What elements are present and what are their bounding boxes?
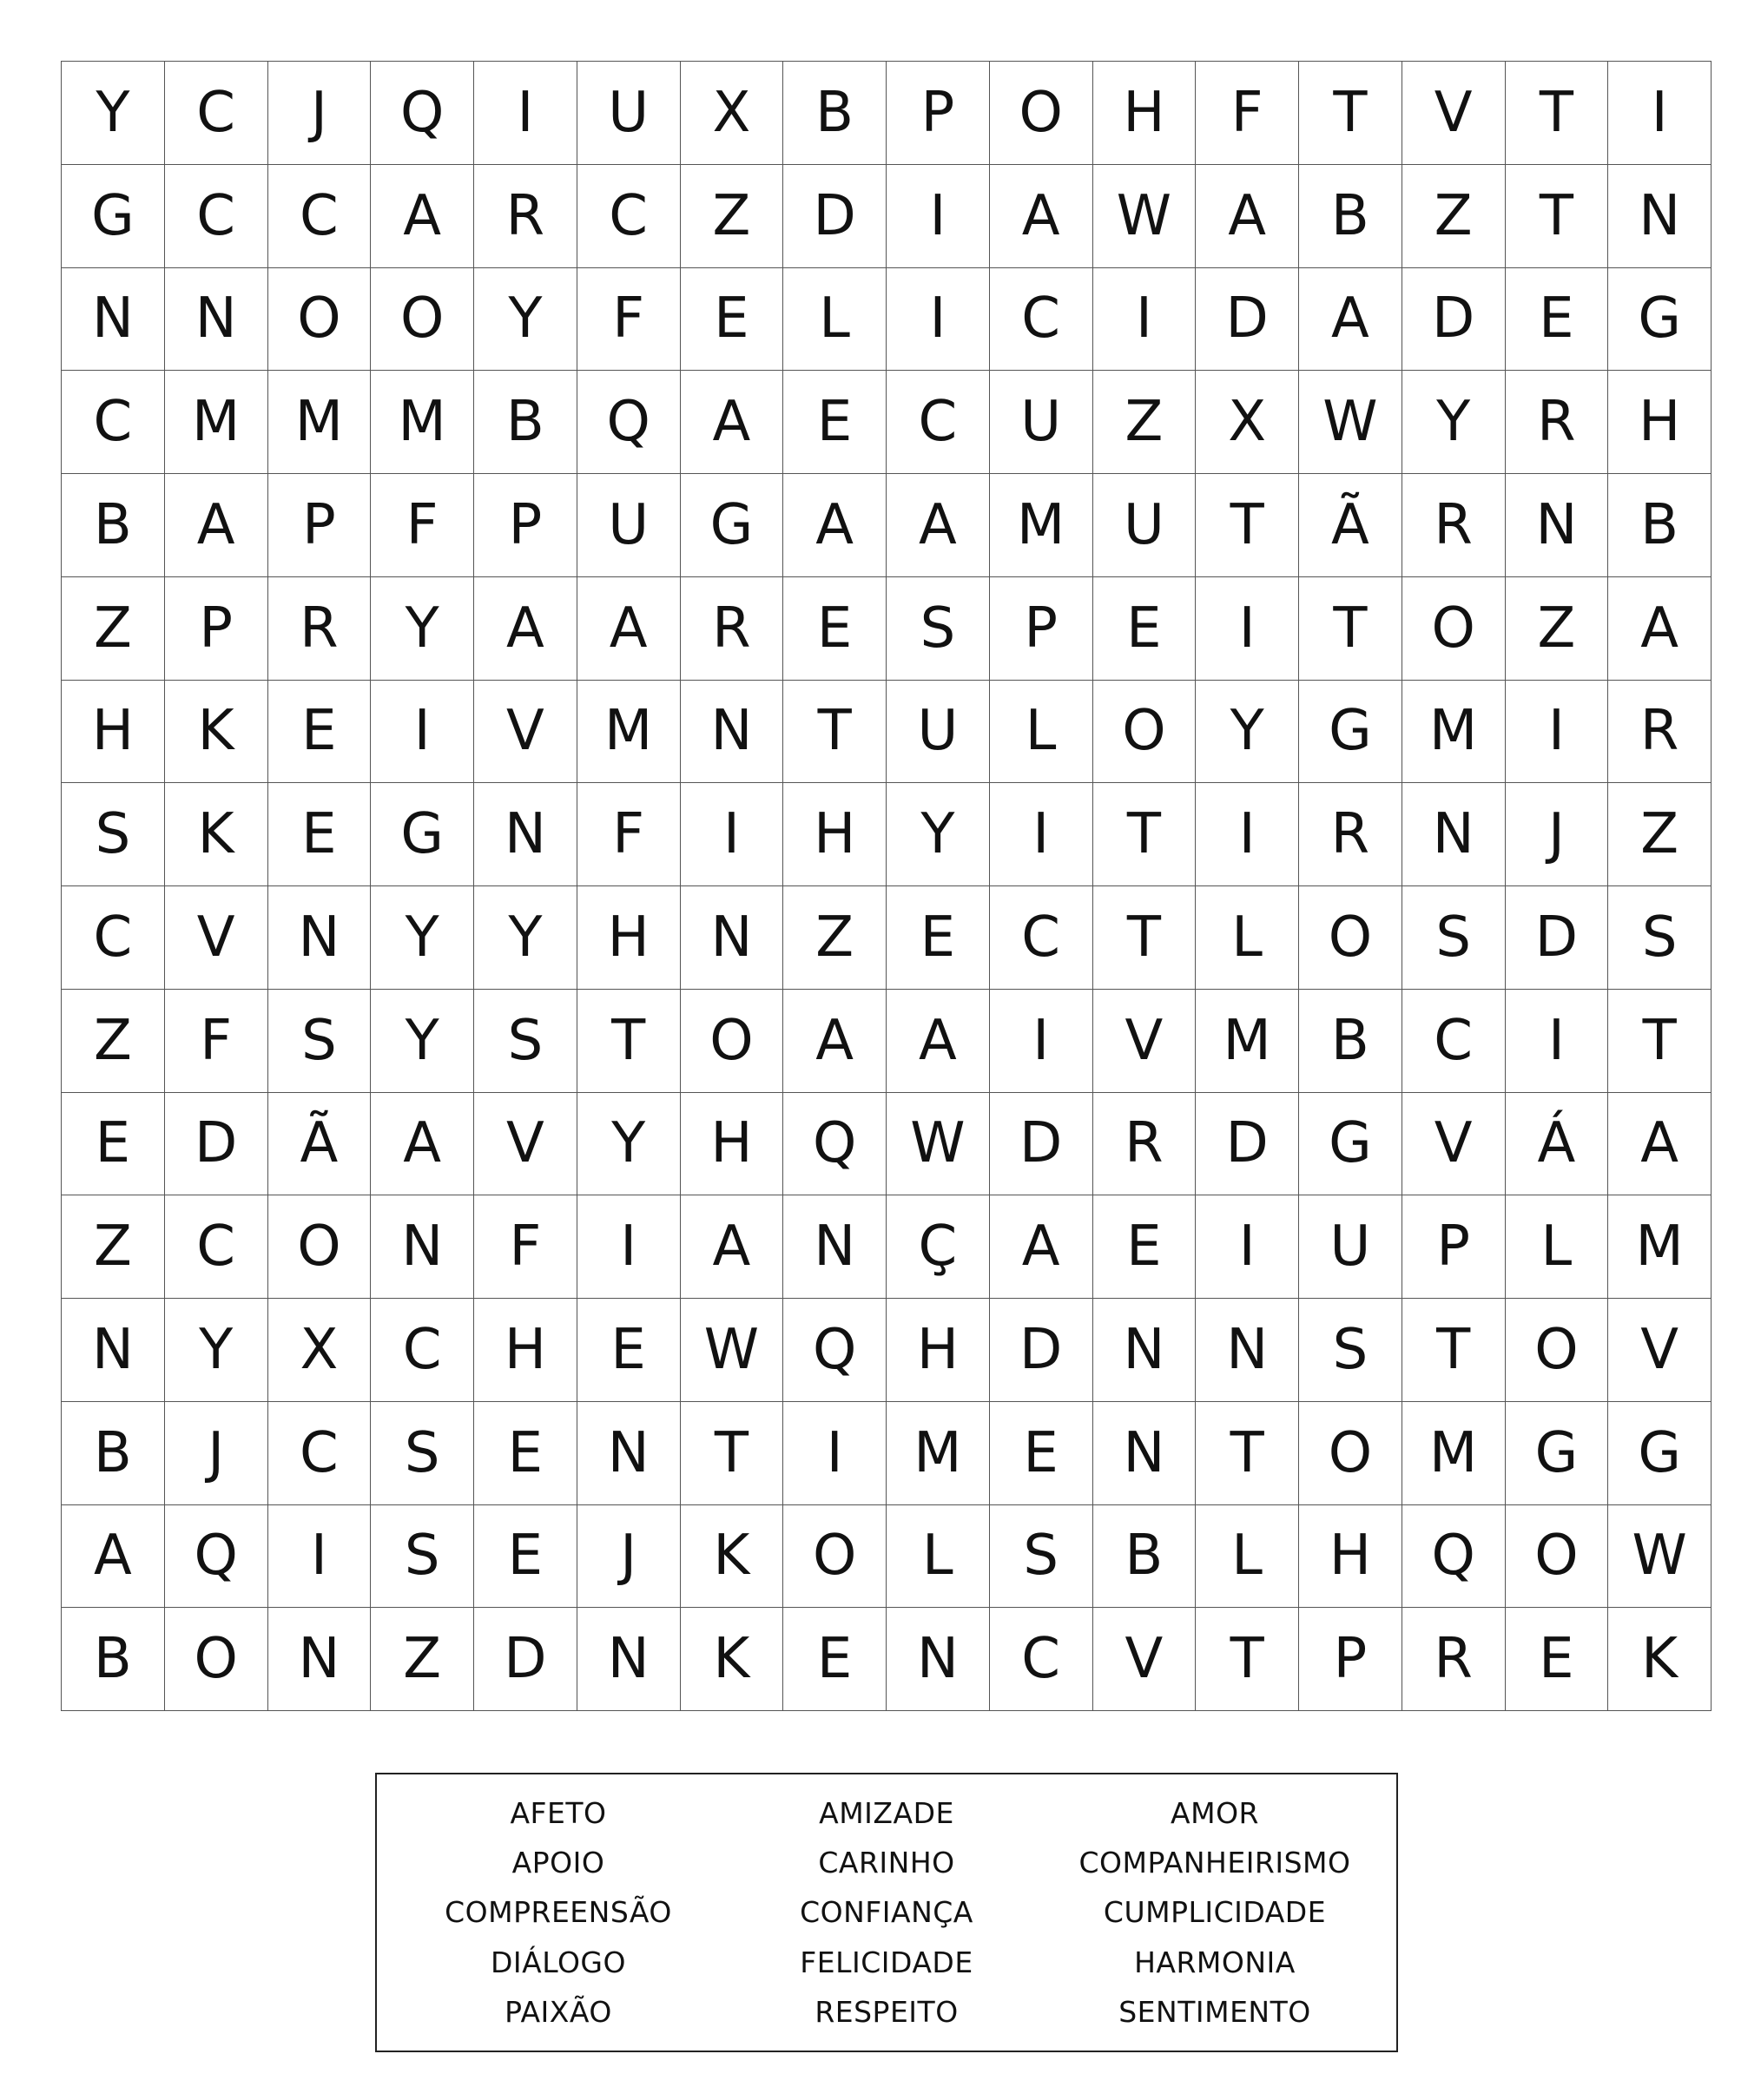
grid-cell[interactable]: C (990, 1608, 1093, 1711)
grid-cell[interactable]: B (1299, 990, 1402, 1093)
grid-cell[interactable]: T (681, 1402, 784, 1505)
word-search-grid (61, 61, 1712, 1711)
grid-cell[interactable]: H (577, 886, 681, 990)
grid-cell[interactable]: I (681, 783, 784, 886)
grid-cell[interactable]: P (165, 577, 268, 681)
grid-cell[interactable]: I (1608, 62, 1712, 165)
grid-cell[interactable]: T (1506, 165, 1609, 268)
grid-cell[interactable]: S (1402, 886, 1506, 990)
grid-cell[interactable]: P (990, 577, 1093, 681)
grid-cell[interactable]: E (887, 886, 990, 990)
grid-cell[interactable]: F (1196, 62, 1299, 165)
grid-cell[interactable]: A (62, 1505, 165, 1609)
grid-cell[interactable]: E (783, 577, 887, 681)
grid-cell[interactable]: L (1506, 1195, 1609, 1299)
grid-cell[interactable]: A (577, 577, 681, 681)
grid-cell[interactable]: N (165, 268, 268, 372)
grid-cell[interactable]: H (1608, 371, 1712, 474)
grid-cell[interactable]: I (1196, 1195, 1299, 1299)
grid-cell[interactable]: D (783, 165, 887, 268)
grid-cell[interactable]: E (783, 371, 887, 474)
grid-cell[interactable]: C (165, 1195, 268, 1299)
grid-cell[interactable]: B (62, 474, 165, 577)
grid-cell[interactable]: I (887, 268, 990, 372)
grid-cell[interactable]: P (1299, 1608, 1402, 1711)
grid-cell[interactable]: C (268, 165, 372, 268)
grid-cell[interactable]: E (577, 1299, 681, 1402)
grid-cell[interactable]: R (681, 577, 784, 681)
grid-cell[interactable]: A (681, 1195, 784, 1299)
grid-cell[interactable]: U (577, 62, 681, 165)
grid-cell[interactable]: O (268, 268, 372, 372)
grid-cell[interactable]: Y (887, 783, 990, 886)
grid-cell[interactable]: J (1506, 783, 1609, 886)
grid-cell[interactable]: J (165, 1402, 268, 1505)
grid-cell[interactable]: N (1093, 1402, 1197, 1505)
grid-cell[interactable]: E (1093, 577, 1197, 681)
grid-cell[interactable]: R (268, 577, 372, 681)
grid-cell[interactable]: G (371, 783, 474, 886)
grid-cell[interactable]: T (1093, 783, 1197, 886)
grid-cell[interactable]: Q (577, 371, 681, 474)
grid-cell[interactable]: L (887, 1505, 990, 1609)
grid-cell[interactable]: C (165, 62, 268, 165)
grid-cell[interactable]: O (681, 990, 784, 1093)
grid-cell[interactable]: T (1196, 1402, 1299, 1505)
grid-cell[interactable]: P (887, 62, 990, 165)
grid-cell[interactable]: N (577, 1608, 681, 1711)
grid-cell[interactable]: M (1608, 1195, 1712, 1299)
grid-cell[interactable]: E (474, 1505, 577, 1609)
grid-cell[interactable]: N (371, 1195, 474, 1299)
grid-cell[interactable]: O (1299, 886, 1402, 990)
grid-cell[interactable]: A (990, 1195, 1093, 1299)
grid-cell[interactable]: B (62, 1402, 165, 1505)
grid-cell[interactable]: L (990, 681, 1093, 784)
grid-cell[interactable]: A (474, 577, 577, 681)
grid-cell[interactable]: A (371, 165, 474, 268)
grid-cell[interactable]: U (577, 474, 681, 577)
grid-cell[interactable]: Z (62, 990, 165, 1093)
grid-cell[interactable]: A (783, 990, 887, 1093)
grid-cell[interactable]: U (1299, 1195, 1402, 1299)
grid-cell[interactable]: C (371, 1299, 474, 1402)
grid-cell[interactable]: R (474, 165, 577, 268)
grid-cell[interactable]: U (990, 371, 1093, 474)
grid-cell[interactable]: K (165, 681, 268, 784)
grid-cell[interactable]: N (474, 783, 577, 886)
grid-cell[interactable]: C (577, 165, 681, 268)
grid-cell[interactable]: I (1506, 681, 1609, 784)
grid-cell[interactable]: O (165, 1608, 268, 1711)
grid-cell[interactable]: C (1402, 990, 1506, 1093)
grid-cell[interactable]: Q (783, 1093, 887, 1196)
grid-cell[interactable]: C (268, 1402, 372, 1505)
grid-cell[interactable]: M (1402, 681, 1506, 784)
grid-cell[interactable]: D (1196, 1093, 1299, 1196)
grid-cell[interactable]: A (1299, 268, 1402, 372)
grid-cell[interactable]: O (1506, 1299, 1609, 1402)
grid-cell[interactable]: Z (1608, 783, 1712, 886)
grid-cell[interactable]: J (577, 1505, 681, 1609)
grid-cell[interactable]: W (1299, 371, 1402, 474)
grid-cell[interactable]: T (1608, 990, 1712, 1093)
grid-cell[interactable]: N (681, 886, 784, 990)
grid-cell[interactable]: G (1299, 681, 1402, 784)
grid-cell[interactable]: X (268, 1299, 372, 1402)
grid-cell[interactable]: A (681, 371, 784, 474)
grid-cell[interactable]: O (1402, 577, 1506, 681)
grid-cell[interactable]: C (165, 165, 268, 268)
grid-cell[interactable]: T (1506, 62, 1609, 165)
grid-cell[interactable]: Q (165, 1505, 268, 1609)
grid-cell[interactable]: N (268, 886, 372, 990)
grid-cell[interactable]: S (887, 577, 990, 681)
grid-cell[interactable]: M (165, 371, 268, 474)
grid-cell[interactable]: S (371, 1402, 474, 1505)
word-list (375, 1773, 1398, 2052)
grid-cell[interactable]: S (990, 1505, 1093, 1609)
grid-cell[interactable]: E (1093, 1195, 1197, 1299)
grid-cell[interactable]: O (1506, 1505, 1609, 1609)
grid-cell[interactable]: I (990, 783, 1093, 886)
grid-cell[interactable]: N (268, 1608, 372, 1711)
grid-cell[interactable]: A (990, 165, 1093, 268)
grid-cell[interactable]: D (474, 1608, 577, 1711)
word-list-item: COMPREENSÃO (445, 1895, 672, 1930)
grid-cell[interactable]: G (1506, 1402, 1609, 1505)
grid-cell[interactable]: G (1299, 1093, 1402, 1196)
grid-cell[interactable]: E (1506, 1608, 1609, 1711)
grid-cell[interactable]: Y (165, 1299, 268, 1402)
grid-cell[interactable]: Y (474, 268, 577, 372)
grid-cell[interactable]: D (1196, 268, 1299, 372)
grid-cell[interactable]: I (1506, 990, 1609, 1093)
grid-cell[interactable]: H (474, 1299, 577, 1402)
grid-cell[interactable]: Ã (1299, 474, 1402, 577)
grid-cell[interactable]: V (1093, 1608, 1197, 1711)
grid-cell[interactable]: S (371, 1505, 474, 1609)
grid-cell[interactable]: Y (371, 886, 474, 990)
grid-cell[interactable]: A (1608, 1093, 1712, 1196)
grid-cell[interactable]: E (62, 1093, 165, 1196)
grid-cell[interactable]: N (887, 1608, 990, 1711)
grid-cell[interactable]: V (474, 681, 577, 784)
grid-cell[interactable]: R (1299, 783, 1402, 886)
grid-cell[interactable]: Y (577, 1093, 681, 1196)
grid-cell[interactable]: N (1402, 783, 1506, 886)
word-list-item: APOIO (511, 1846, 605, 1880)
grid-cell[interactable]: I (268, 1505, 372, 1609)
grid-cell[interactable]: H (1093, 62, 1197, 165)
grid-cell[interactable]: B (1093, 1505, 1197, 1609)
grid-cell[interactable]: X (1196, 371, 1299, 474)
grid-cell[interactable]: D (990, 1299, 1093, 1402)
grid-cell[interactable]: N (1506, 474, 1609, 577)
grid-cell[interactable]: C (990, 268, 1093, 372)
grid-cell[interactable]: T (1196, 1608, 1299, 1711)
grid-cell[interactable]: B (1299, 165, 1402, 268)
grid-cell[interactable]: A (1196, 165, 1299, 268)
grid-cell[interactable]: D (990, 1093, 1093, 1196)
grid-cell[interactable]: C (990, 886, 1093, 990)
grid-cell[interactable]: Y (62, 62, 165, 165)
grid-cell[interactable]: F (474, 1195, 577, 1299)
grid-cell[interactable]: N (1093, 1299, 1197, 1402)
grid-cell[interactable]: N (62, 268, 165, 372)
grid-cell[interactable]: N (1608, 165, 1712, 268)
grid-cell[interactable]: I (1196, 783, 1299, 886)
grid-cell[interactable]: B (474, 371, 577, 474)
grid-cell[interactable]: I (577, 1195, 681, 1299)
grid-cell[interactable]: Á (1506, 1093, 1609, 1196)
grid-cell[interactable]: Z (681, 165, 784, 268)
grid-cell[interactable]: Y (1402, 371, 1506, 474)
grid-cell[interactable]: M (990, 474, 1093, 577)
grid-cell[interactable]: X (681, 62, 784, 165)
grid-cell[interactable]: B (62, 1608, 165, 1711)
word-list-item: AMIZADE (819, 1796, 954, 1831)
grid-cell[interactable]: F (165, 990, 268, 1093)
grid-cell[interactable]: S (474, 990, 577, 1093)
word-list-item: HARMONIA (1134, 1945, 1296, 1979)
grid-cell[interactable]: M (577, 681, 681, 784)
grid-cell[interactable]: K (681, 1505, 784, 1609)
grid-cell[interactable]: R (1608, 681, 1712, 784)
word-list-item: PAIXÃO (505, 1994, 612, 2029)
grid-cell[interactable]: L (1196, 886, 1299, 990)
grid-cell[interactable]: O (371, 268, 474, 372)
grid-cell[interactable]: G (681, 474, 784, 577)
grid-cell[interactable]: H (681, 1093, 784, 1196)
grid-cell[interactable]: I (990, 990, 1093, 1093)
grid-cell[interactable]: I (1196, 577, 1299, 681)
grid-cell[interactable]: E (1506, 268, 1609, 372)
grid-cell[interactable]: T (1299, 62, 1402, 165)
grid-cell[interactable]: K (165, 783, 268, 886)
grid-cell[interactable]: Y (1196, 681, 1299, 784)
grid-cell[interactable]: W (681, 1299, 784, 1402)
grid-cell[interactable]: M (1402, 1402, 1506, 1505)
grid-cell[interactable]: D (1506, 886, 1609, 990)
grid-cell[interactable]: Q (1402, 1505, 1506, 1609)
word-list-item: CUMPLICIDADE (1103, 1895, 1327, 1930)
grid-cell[interactable]: T (577, 990, 681, 1093)
word-list-item: COMPANHEIRISMO (1078, 1846, 1351, 1880)
grid-cell[interactable]: G (1608, 1402, 1712, 1505)
grid-cell[interactable]: T (1196, 474, 1299, 577)
grid-cell[interactable]: Q (371, 62, 474, 165)
grid-cell[interactable]: E (474, 1402, 577, 1505)
grid-cell[interactable]: O (783, 1505, 887, 1609)
grid-cell[interactable]: N (577, 1402, 681, 1505)
grid-cell[interactable]: A (371, 1093, 474, 1196)
grid-cell[interactable]: N (783, 1195, 887, 1299)
grid-cell[interactable]: Z (371, 1608, 474, 1711)
grid-cell[interactable]: Q (783, 1299, 887, 1402)
grid-cell[interactable]: V (1093, 990, 1197, 1093)
grid-cell[interactable]: N (1196, 1299, 1299, 1402)
grid-cell[interactable]: R (1506, 371, 1609, 474)
grid-cell[interactable]: U (1093, 474, 1197, 577)
grid-cell[interactable]: P (474, 474, 577, 577)
grid-cell[interactable]: I (887, 165, 990, 268)
grid-cell[interactable]: C (62, 371, 165, 474)
word-list-item: SENTIMENTO (1118, 1994, 1311, 2029)
grid-cell[interactable]: I (474, 62, 577, 165)
grid-cell[interactable]: F (371, 474, 474, 577)
grid-cell[interactable]: T (1402, 1299, 1506, 1402)
grid-cell[interactable]: E (268, 783, 372, 886)
grid-cell[interactable]: I (1093, 268, 1197, 372)
grid-cell[interactable]: E (990, 1402, 1093, 1505)
grid-cell[interactable]: V (165, 886, 268, 990)
grid-cell[interactable]: V (1402, 62, 1506, 165)
grid-cell[interactable]: K (1608, 1608, 1712, 1711)
word-list-item: CARINHO (818, 1846, 955, 1880)
grid-cell[interactable]: V (1608, 1299, 1712, 1402)
grid-cell[interactable]: O (990, 62, 1093, 165)
grid-cell[interactable]: A (783, 474, 887, 577)
grid-cell[interactable]: Ç (887, 1195, 990, 1299)
grid-cell[interactable]: S (268, 990, 372, 1093)
word-list-item: FELICIDADE (800, 1945, 973, 1979)
grid-cell[interactable]: W (887, 1093, 990, 1196)
grid-cell[interactable]: Y (371, 990, 474, 1093)
grid-cell[interactable]: H (783, 783, 887, 886)
grid-cell[interactable]: O (1299, 1402, 1402, 1505)
grid-cell[interactable]: U (887, 681, 990, 784)
grid-cell[interactable]: M (268, 371, 372, 474)
grid-cell[interactable]: C (887, 371, 990, 474)
grid-cell[interactable]: E (268, 681, 372, 784)
grid-cell[interactable]: H (1299, 1505, 1402, 1609)
grid-cell[interactable]: Ã (268, 1093, 372, 1196)
grid-cell[interactable]: T (783, 681, 887, 784)
grid-cell[interactable]: K (681, 1608, 784, 1711)
grid-cell[interactable]: M (371, 371, 474, 474)
grid-cell[interactable]: W (1608, 1505, 1712, 1609)
word-list-item: DIÁLOGO (491, 1945, 626, 1979)
grid-cell[interactable]: H (62, 681, 165, 784)
word-list-item: AMOR (1171, 1796, 1259, 1831)
grid-cell[interactable]: P (1402, 1195, 1506, 1299)
grid-cell[interactable]: I (783, 1402, 887, 1505)
grid-cell[interactable]: T (1299, 577, 1402, 681)
grid-cell[interactable]: Z (1506, 577, 1609, 681)
grid-cell[interactable]: C (62, 886, 165, 990)
grid-cell[interactable]: A (887, 990, 990, 1093)
grid-cell[interactable]: V (1402, 1093, 1506, 1196)
grid-cell[interactable]: G (62, 165, 165, 268)
word-list-item: RESPEITO (815, 1994, 959, 2029)
grid-cell[interactable]: D (1402, 268, 1506, 372)
grid-cell[interactable]: A (165, 474, 268, 577)
grid-cell[interactable]: E (681, 268, 784, 372)
grid-cell[interactable]: Z (1402, 165, 1506, 268)
grid-cell[interactable]: G (1608, 268, 1712, 372)
grid-cell[interactable]: N (62, 1299, 165, 1402)
grid-cell[interactable]: B (1608, 474, 1712, 577)
grid-cell[interactable]: A (1608, 577, 1712, 681)
grid-cell[interactable]: N (681, 681, 784, 784)
grid-cell[interactable]: Z (62, 577, 165, 681)
grid-cell[interactable]: O (1093, 681, 1197, 784)
grid-cell[interactable]: S (1608, 886, 1712, 990)
grid-cell[interactable]: M (1196, 990, 1299, 1093)
grid-cell[interactable]: D (165, 1093, 268, 1196)
word-list-item: CONFIANÇA (800, 1895, 973, 1930)
grid-cell[interactable]: M (887, 1402, 990, 1505)
word-list-item: AFETO (510, 1796, 607, 1831)
grid-cell[interactable]: Y (371, 577, 474, 681)
grid-cell[interactable]: F (577, 783, 681, 886)
grid-cell[interactable]: Y (474, 886, 577, 990)
grid-cell[interactable]: P (268, 474, 372, 577)
grid-cell[interactable]: E (783, 1608, 887, 1711)
grid-cell[interactable]: R (1402, 474, 1506, 577)
grid-cell[interactable]: W (1093, 165, 1197, 268)
grid-cell[interactable]: B (783, 62, 887, 165)
grid-cell[interactable]: L (1196, 1505, 1299, 1609)
grid-cell[interactable]: S (1299, 1299, 1402, 1402)
grid-cell[interactable]: H (887, 1299, 990, 1402)
grid-cell[interactable]: Z (783, 886, 887, 990)
grid-cell[interactable]: R (1093, 1093, 1197, 1196)
grid-cell[interactable]: Z (62, 1195, 165, 1299)
grid-cell[interactable]: A (887, 474, 990, 577)
grid-cell[interactable]: V (474, 1093, 577, 1196)
grid-cell[interactable]: Z (1093, 371, 1197, 474)
grid-cell[interactable]: L (783, 268, 887, 372)
grid-cell[interactable]: J (268, 62, 372, 165)
grid-cell[interactable]: T (1093, 886, 1197, 990)
grid-cell[interactable]: I (371, 681, 474, 784)
grid-cell[interactable]: F (577, 268, 681, 372)
grid-cell[interactable]: S (62, 783, 165, 886)
grid-cell[interactable]: O (268, 1195, 372, 1299)
grid-cell[interactable]: R (1402, 1608, 1506, 1711)
